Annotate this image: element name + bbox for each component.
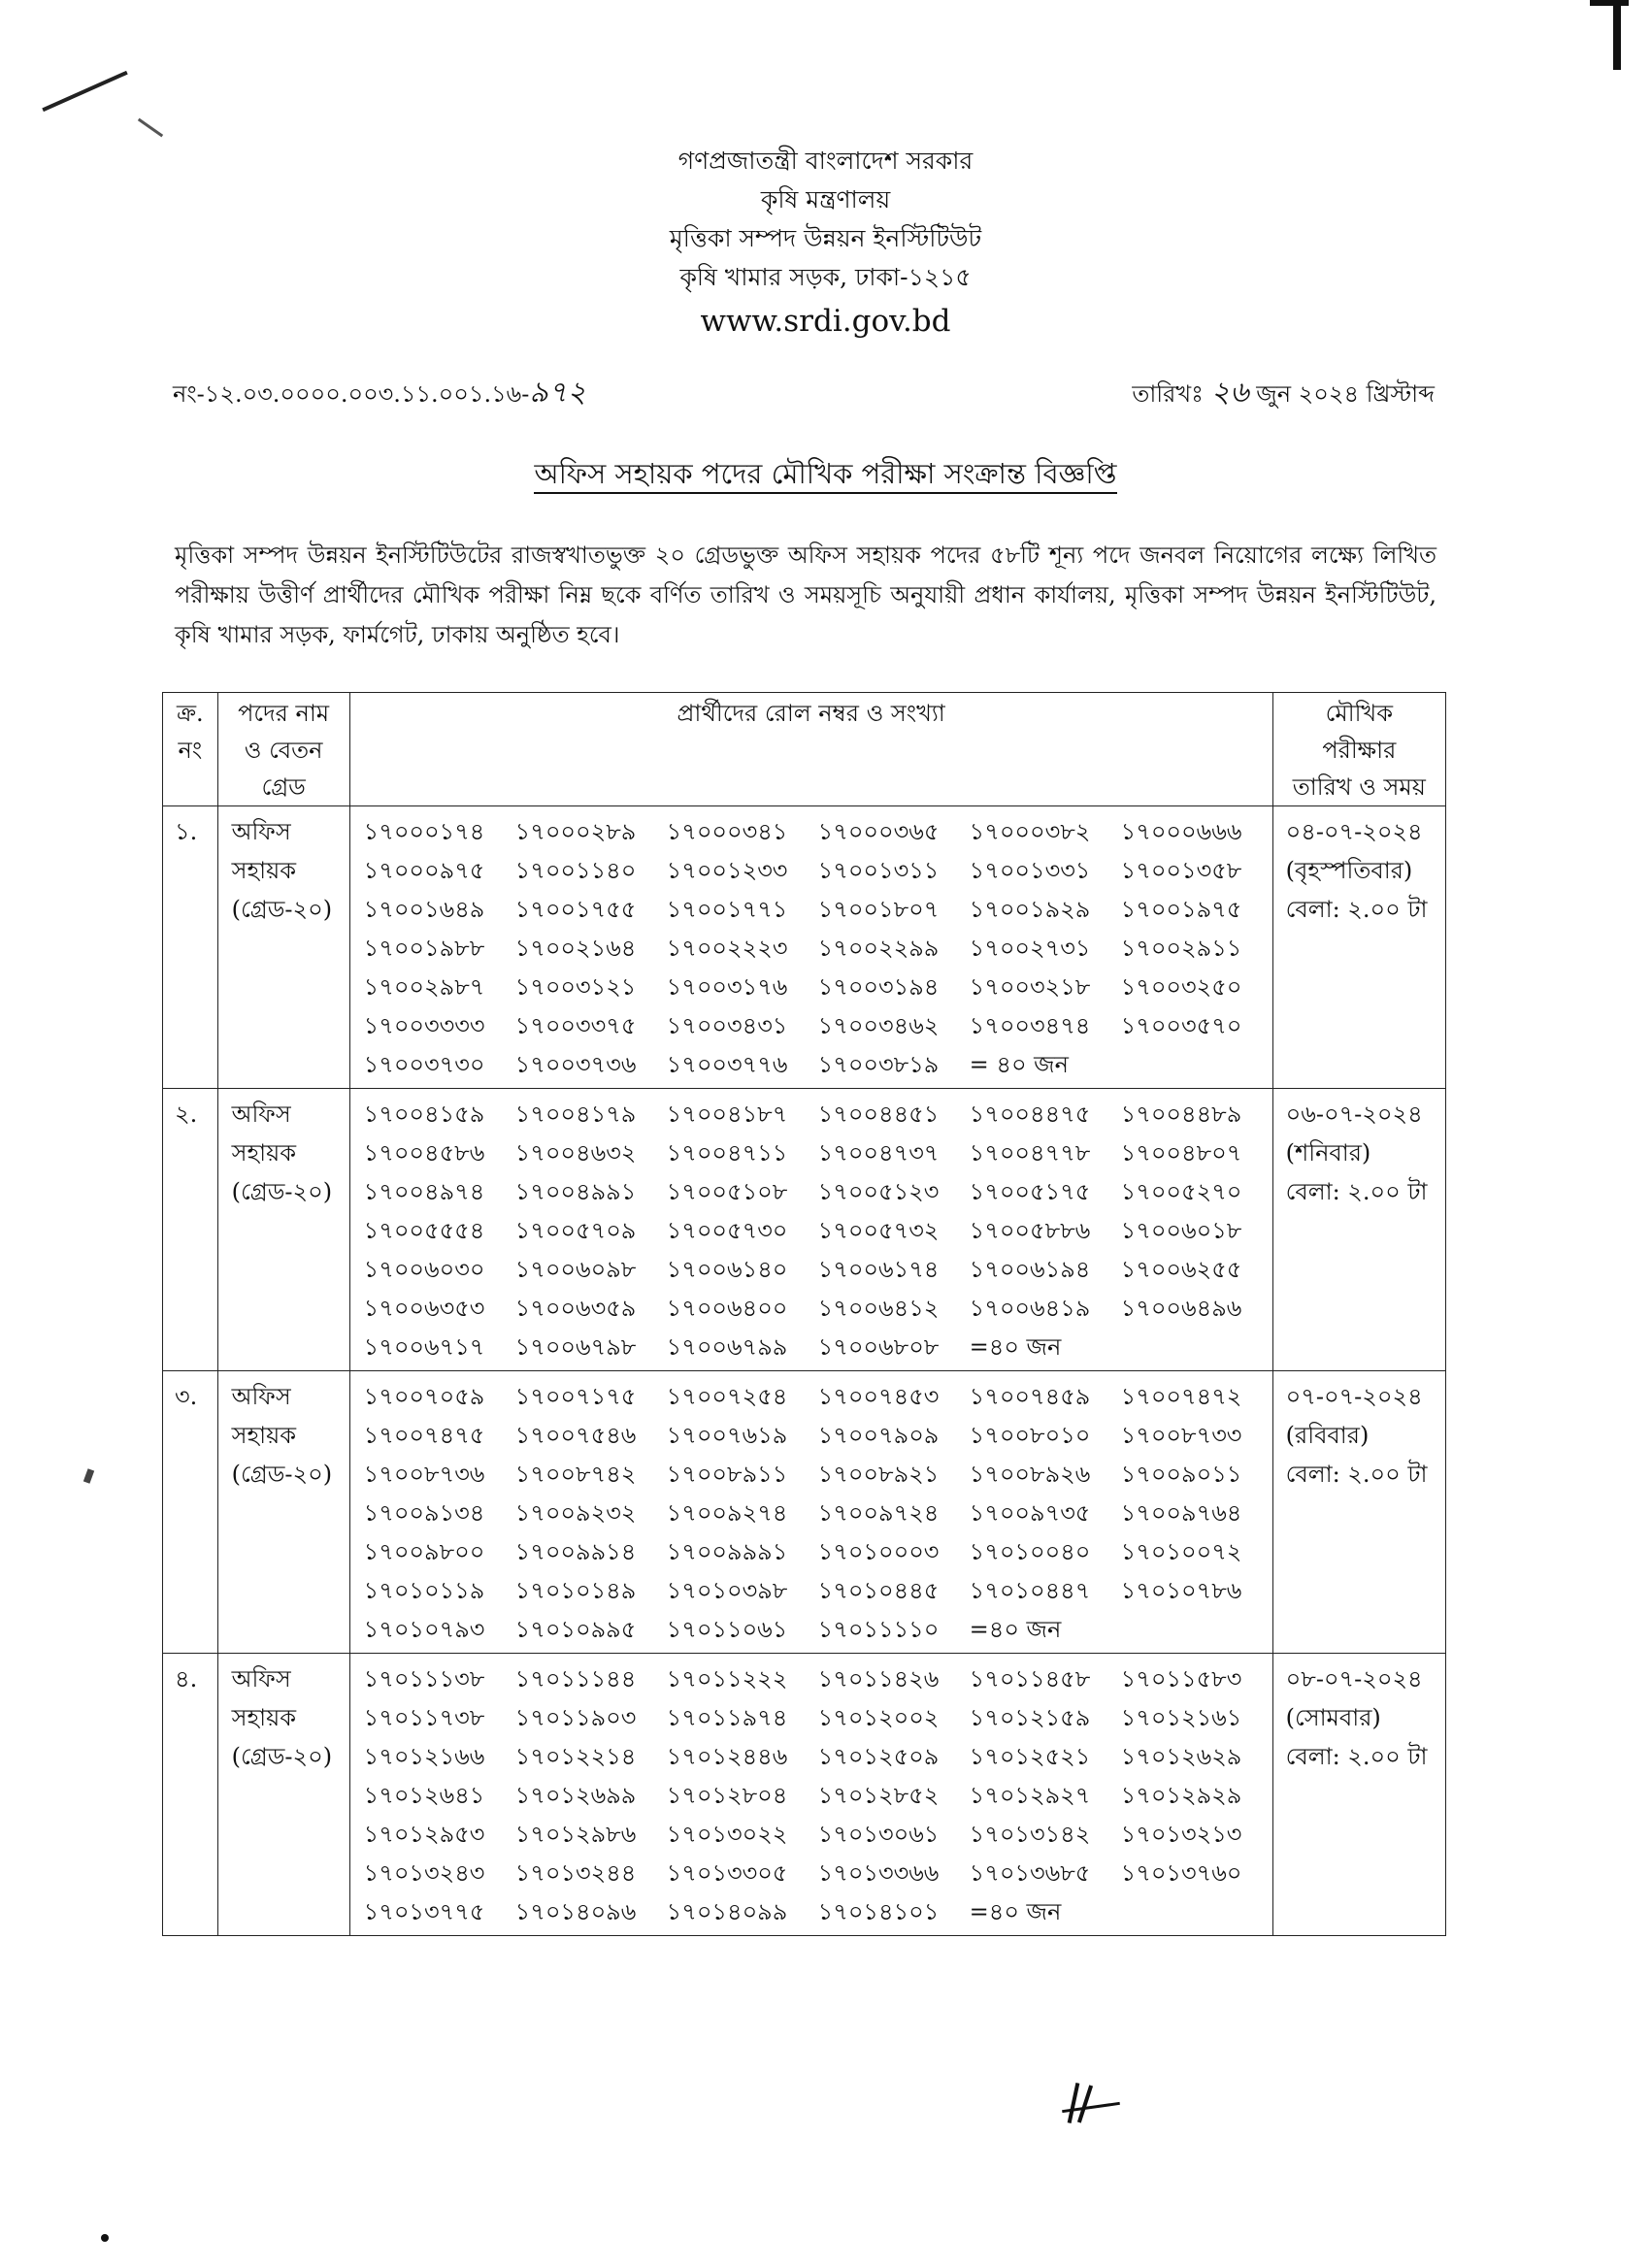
roll-number: ১৭০০২৯৮৭ [363,973,485,1001]
header-sched-l1: মৌখিক [1325,700,1393,727]
table-body [163,806,1446,1936]
cell-serial [163,806,218,1089]
roll-number: ১৭০০২১৬৪ [514,935,637,962]
roll-number: ১৭০০১৩৩১ [969,857,1091,884]
roll-number: ১৭০১৪০৯৬ [514,1898,637,1925]
roll-number: ১৭০০২২২৩ [666,935,788,962]
header-sched-l3: তারিখ ও সময় [1292,773,1426,801]
header-serial-l2: নং [178,737,203,764]
roll-number: ১৭০১১১৪৪ [514,1665,637,1693]
roll-number: ১৭০০৮৯২৬ [969,1461,1091,1488]
header-government: গণপ্রজাতন্ত্রী বাংলাদেশ সরকার [677,147,974,175]
roll-number: ১৭০১১১১০ [817,1616,940,1643]
roll-number: ১৭০১৩৭৬০ [1120,1859,1242,1887]
roll-number: ১৭০১১০৬১ [666,1616,788,1643]
date-handwritten-day: ২৬ [1210,376,1249,410]
cell-schedule [1272,1654,1445,1936]
roll-number: ১৭০০৪৯৯১ [514,1178,637,1205]
header-institute: মৃত্তিকা সম্পদ উন্নয়ন ইনস্টিটিউট [669,224,982,252]
roll-number: ১৭০১১৫৮৩ [1120,1665,1242,1693]
roll-number: ১৭০১২৪৪৬ [666,1743,788,1770]
roll-number: ১৭০১২১৬১ [1120,1704,1242,1731]
roll-number: ১৭০০৬৩৫৩ [363,1295,485,1322]
roll-number: ১৭০১২৬৪১ [363,1782,485,1809]
roll-number: ১৭০০৮০১০ [969,1422,1091,1449]
scan-mark [83,1468,94,1484]
cell-post [217,1654,349,1936]
roll-number: ১৭০০৮৯২১ [817,1461,940,1488]
cell-post [217,1371,349,1654]
memo-row [173,369,1435,408]
roll-number: ১৭০০২২৯৯ [817,935,940,962]
post-name-l2: সহায়ক [231,1704,297,1731]
roll-number: ১৭০০৪৭৭৮ [969,1139,1091,1167]
roll-number: ১৭০১২৮০৪ [666,1782,788,1809]
roll-number: ১৭০০১৮০৭ [817,896,940,923]
scan-mark [138,118,163,138]
intro-paragraph: মৃত্তিকা সম্পদ উন্নয়ন ইনস্টিটিউটের রাজস্বখাতভুক্ত ২০ গ্রেডভুক্ত অফিস সহায়ক পদের ৫৮টি শূন্য পদে জনবল নিয়োগের লক্ষ্যে লিখিত পরীক্ষায় উত্তীর্ণ প্রার্থীদের মৌখিক পরীক্ষা নিম্ন ছকে বর্ণিত তারিখ ও সময়সূচি অনুযায়ী প্রধান কার্যালয়, মৃত্তিকা সম্পদ উন্নয়ন ইনস্টিটিউট, কৃষি খামার সড়ক, ফার্মগেট, ঢাকায় অনুষ্ঠিত হবে। [175,542,1436,648]
roll-number: ১৭০০১৭৫৫ [514,896,637,923]
header-website: www.srdi.gov.bd [700,304,951,339]
roll-number: ১৭০০৪৮০৭ [1120,1139,1242,1167]
roll-number: ১৭০০৯৮০০ [363,1538,485,1565]
header-post-l2: ও বেতন [244,737,323,764]
roll-number: ১৭০০২৭৩১ [969,935,1091,962]
cell-rolls [349,1371,1272,1654]
header-serial [163,693,218,806]
roll-number: ১৭০০৭৪৭৫ [363,1422,485,1449]
roll-number: ১৭০১২৯২৭ [969,1782,1091,1809]
exam-day: (বৃহস্পতিবার) [1285,857,1413,884]
roll-number: ১৭০০৯৯৯১ [666,1538,788,1565]
cell-post [217,806,349,1089]
exam-time: বেলা: ২.০০ টা [1285,1743,1428,1770]
roll-number: = ৪০ জন [969,1051,1069,1078]
roll-number: ১৭০০৩৪৩১ [666,1012,788,1039]
roll-number: ১৭০১০১৪৯ [514,1577,637,1604]
roll-number: ১৭০০৬০৯৮ [514,1256,637,1283]
roll-number: ১৭০১২৫০৯ [817,1743,940,1770]
post-name-l2: সহায়ক [231,1139,297,1167]
post-grade: (গ্রেড-২০) [231,896,333,923]
roll-number: ১৭০১০৪৪৫ [817,1577,940,1604]
post-name-l1: অফিস [231,1665,291,1693]
roll-number: ১৭০০৪৯৭৪ [363,1178,485,1205]
roll-number: ১৭০০৬৮০৮ [817,1333,940,1361]
roll-number: ১৭০০৯২৩২ [514,1499,637,1527]
roll-number: ১৭০০৭২৫৪ [666,1383,788,1410]
roll-number: ১৭০১০৪৪৭ [969,1577,1091,1604]
memo-date [1132,369,1435,418]
roll-number: ১৭০১২৬৯৯ [514,1782,637,1809]
roll-number: ১৭০০৯৭২৪ [817,1499,940,1527]
roll-number: ১৭০১২১৫৯ [969,1704,1091,1731]
roll-list [350,1654,1272,1935]
roll-number: ১৭০০৬৪০০ [666,1295,788,1322]
roll-number: ১৭০০৩৫৭০ [1120,1012,1242,1039]
roll-number: ১৭০১৩৩০৫ [666,1859,788,1887]
roll-number: ১৭০১৩০৬১ [817,1821,940,1848]
table-row [163,1371,1446,1654]
roll-number: ১৭০০৫১২৩ [817,1178,940,1205]
roll-number: ১৭০০৫১৭৫ [969,1178,1091,1205]
roll-number: ১৭০১০০৪০ [969,1538,1091,1565]
roll-number: ১৭০০১৯৮৮ [363,935,485,962]
header-post-l1: পদের নাম [238,700,330,727]
header-schedule [1272,693,1445,806]
header-serial-l1: ক্র. [176,700,204,727]
post-grade: (গ্রেড-২০) [231,1461,333,1488]
roll-number: ১৭০০৭৪৫৩ [817,1383,940,1410]
roll-number: ১৭০০৫২৭০ [1120,1178,1242,1205]
memo-number [173,369,586,418]
roll-number: ১৭০১০৭৯৩ [363,1616,485,1643]
roll-number: ১৭০০৩৭৭৬ [666,1051,788,1078]
roll-number: ১৭০১৩০২২ [666,1821,788,1848]
roll-number: ১৭০১২০০২ [817,1704,940,1731]
roll-number: ১৭০০৪৪৫১ [817,1101,940,1128]
roll-number: ১৭০০৪১৭৯ [514,1101,637,1128]
roll-number: ১৭০১০৯৯৫ [514,1616,637,1643]
roll-number: ১৭০০৬৪১৯ [969,1295,1091,1322]
roll-number: ১৭০১৩৬৮৫ [969,1859,1091,1887]
roll-list [350,806,1272,1088]
cell-rolls [349,1654,1272,1936]
roll-number: ১৭০০৩৪৭৪ [969,1012,1091,1039]
post-name-l1: অফিস [231,1383,291,1410]
roll-number: ১৭০০৪৪৮৯ [1120,1101,1242,1128]
cell-serial [163,1089,218,1371]
roll-number: ১৭০১২৯২৯ [1120,1782,1242,1809]
roll-number: ১৭০০৬২৫৫ [1120,1256,1242,1283]
roll-number: ১৭০১২২১৪ [514,1743,637,1770]
roll-number: ১৭০১৩২৪৩ [363,1859,485,1887]
date-rest: জুন ২০২৪ খ্রিস্টাব্দ [1256,380,1435,408]
roll-number: ১৭০০৩৭৩৬ [514,1051,637,1078]
roll-number: ১৭০০৫৮৮৬ [969,1217,1091,1244]
roll-number: ১৭০১১৯০৩ [514,1704,637,1731]
table-row [163,806,1446,1089]
roll-number: ১৭০০৩১২১ [514,973,637,1001]
cell-schedule [1272,1089,1445,1371]
roll-number: ১৭০০৬৭৯৮ [514,1333,637,1361]
roll-number: ১৭০০৬৪৯৬ [1120,1295,1242,1322]
roll-number: ১৭০০৭১৭৫ [514,1383,637,1410]
roll-number: ১৭০১০৩৯৮ [666,1577,788,1604]
header-post [217,693,349,806]
roll-number: ১৭০০৬৩৫৯ [514,1295,637,1322]
exam-time: বেলা: ২.০০ টা [1285,896,1428,923]
roll-number: ১৭০১০১১৯ [363,1577,485,1604]
roll-number: =৪০ জন [969,1616,1062,1643]
roll-number: ১৭০০৯১৩৪ [363,1499,485,1527]
roll-number: ১৭০০৯৯১৪ [514,1538,637,1565]
roll-number: ১৭০০৯৭৬৪ [1120,1499,1242,1527]
roll-number: ১৭০০৩২১৮ [969,973,1091,1001]
roll-number: ১৭০০৬১৯৪ [969,1256,1091,1283]
roll-number: ১৭০০০১৭৪ [363,818,485,845]
post-name-l2: সহায়ক [231,1422,297,1449]
notice-subject [0,452,1651,500]
roll-number: ১৭০০৪৭৩৭ [817,1139,940,1167]
roll-number: ১৭০০৩৮১৯ [817,1051,940,1078]
roll-number: ১৭০০০৩৬৫ [817,818,940,845]
roll-number: ১৭০০৫৫৫৪ [363,1217,485,1244]
header-rolls [349,693,1272,806]
roll-number: ১৭০১৩৭৭৫ [363,1898,485,1925]
roll-number: ১৭০০৭৫৪৬ [514,1422,637,1449]
header-address: কৃষি খামার সড়ক, ঢাকা-১২১৫ [679,263,972,291]
roll-number: ১৭০০৩৩৩৩ [363,1012,485,1039]
table-row [163,1654,1446,1936]
roll-number: ১৭০০১৯৭৫ [1120,896,1242,923]
roll-number: ১৭০০৫৭৩২ [817,1217,940,1244]
roll-number: ১৭০০৬০৩০ [363,1256,485,1283]
roll-number: ১৭০১২৬২৯ [1120,1743,1242,1770]
cell-schedule [1272,806,1445,1089]
roll-number: ১৭০০০২৮৯ [514,818,637,845]
roll-number: ১৭০০১২৩৩ [666,857,788,884]
roll-number: ১৭০১০০০৩ [817,1538,940,1565]
roll-list [350,1089,1272,1370]
roll-number: ১৭০১১৭৩৮ [363,1704,485,1731]
roll-number: ১৭০১৪১০১ [817,1898,940,1925]
exam-date: ০৭-০৭-২০২৪ [1285,1383,1423,1410]
roll-number: ১৭০১০৭৮৬ [1120,1577,1242,1604]
exam-day: (শনিবার) [1285,1139,1371,1167]
roll-number: ১৭০১২৫২১ [969,1743,1091,1770]
roll-number: ১৭০০৩৪৬২ [817,1012,940,1039]
roll-number: ১৭০০০৩৪১ [666,818,788,845]
header-ministry: কৃষি মন্ত্রণালয় [760,185,891,214]
date-label: তারিখঃ [1132,380,1204,408]
exam-date: ০৪-০৭-২০২৪ [1285,818,1423,845]
serial-number: ৩. [175,1383,198,1410]
roll-number: ১৭০০৫৭৩০ [666,1217,788,1244]
roll-number: ১৭০০৫৭০৯ [514,1217,637,1244]
roll-number: ১৭০০১৬৪৯ [363,896,485,923]
cell-serial [163,1654,218,1936]
roll-number: ১৭০১১২২২ [666,1665,788,1693]
roll-number: ১৭০১১৪৫৮ [969,1665,1091,1693]
roll-number: ১৭০০৪৫৮৬ [363,1139,485,1167]
roll-number: ১৭০০০৩৮২ [969,818,1091,845]
post-name-l1: অফিস [231,1101,291,1128]
roll-number: ১৭০০১৩৫৮ [1120,857,1242,884]
header-rolls-text: প্রার্থীদের রোল নম্বর ও সংখ্যা [677,700,945,727]
serial-number: ১. [175,818,198,845]
roll-number: ১৭০০৩১৯৪ [817,973,940,1001]
roll-number: ১৭০০৬৭৯৯ [666,1333,788,1361]
serial-number: ২. [175,1101,198,1128]
header-sched-l2: পরীক্ষার [1322,737,1397,764]
roll-number: ১৭০১১১৩৮ [363,1665,485,1693]
roll-number: ১৭০০৪১৫৯ [363,1101,485,1128]
roll-number: ১৭০০৪৬৩২ [514,1139,637,1167]
roll-number: ১৭০০৭৯০৯ [817,1422,940,1449]
subject-text: অফিস সহায়ক পদের মৌখিক পরীক্ষা সংক্রান্ত বিজ্ঞপ্তি [534,457,1116,494]
roll-number: ১৭০০১৭৭১ [666,896,788,923]
roll-number: ১৭০০১৩১১ [817,857,940,884]
scan-edge-mark [1613,0,1621,70]
cell-rolls [349,806,1272,1089]
roll-number: ১৭০১২৮৫২ [817,1782,940,1809]
roll-number: ১৭০০৭৪৫৯ [969,1383,1091,1410]
roll-number: ১৭০০৪৭১১ [666,1139,788,1167]
roll-number: =৪০ জন [969,1333,1062,1361]
roll-number: ১৭০০৬৪১২ [817,1295,940,1322]
post-name-l2: সহায়ক [231,857,297,884]
roll-number: ১৭০১৩৩৬৬ [817,1859,940,1887]
table-row [163,1089,1446,1371]
roll-number: ১৭০০৭০৫৯ [363,1383,485,1410]
roll-number: ১৭০০৮৭৩৩ [1120,1422,1242,1449]
roll-number: ১৭০০৩৩৭৫ [514,1012,637,1039]
header-post-l3: গ্রেড [261,773,306,801]
roll-number: ১৭০০৯২৭৪ [666,1499,788,1527]
letterhead [0,142,1651,344]
roll-number: ১৭০০৯০১১ [1120,1461,1242,1488]
cell-rolls [349,1089,1272,1371]
roll-number: ১৭০০২৯১১ [1120,935,1242,962]
roll-number: ১৭০১৩১৪২ [969,1821,1091,1848]
cell-serial [163,1371,218,1654]
roll-number: ১৭০১২১৬৬ [363,1743,485,1770]
memo-number-printed: নং-১২.০৩.০০০০.০০৩.১১.০০১.১৬- [173,380,530,408]
roll-number: ১৭০০৮৭৩৬ [363,1461,485,1488]
memo-number-handwritten: ৯৭২ [529,376,586,410]
roll-number: ১৭০১৪০৯৯ [666,1898,788,1925]
exam-day: (রবিবার) [1285,1422,1370,1449]
exam-time: বেলা: ২.০০ টা [1285,1461,1428,1488]
table-header-row [163,693,1446,806]
roll-number: ১৭০০৭৪৭২ [1120,1383,1242,1410]
roll-number: ১৭০০৯৭৩৫ [969,1499,1091,1527]
post-name-l1: অফিস [231,818,291,845]
roll-number: ১৭০০৮৭৪২ [514,1461,637,1488]
scan-edge-mark [1590,0,1629,6]
roll-number: ১৭০১১৪২৬ [817,1665,940,1693]
roll-number: ১৭০০৭৬১৯ [666,1422,788,1449]
schedule-table [162,692,1446,1936]
signature [1062,2077,1130,2125]
roll-number: ১৭০১৩২৪৪ [514,1859,637,1887]
roll-number: ১৭০১৩২১৩ [1120,1821,1242,1848]
roll-number: ১৭০১১৯৭৪ [666,1704,788,1731]
roll-number: ১৭০০৩১৭৬ [666,973,788,1001]
exam-day: (সোমবার) [1285,1704,1381,1731]
roll-number: ১৭০০৬০১৮ [1120,1217,1242,1244]
roll-number: ১৭০০৪১৮৭ [666,1101,788,1128]
roll-number: ১৭০০১১৪০ [514,857,637,884]
roll-number: ১৭০১২৯৫৩ [363,1821,485,1848]
roll-number: ১৭০১২৯৮৬ [514,1821,637,1848]
roll-number: =৪০ জন [969,1898,1062,1925]
roll-list [350,1371,1272,1653]
exam-date: ০৬-০৭-২০২৪ [1285,1101,1423,1128]
roll-number: ১৭০০৬১৪০ [666,1256,788,1283]
roll-number: ১৭০০০৬৬৬ [1120,818,1242,845]
roll-number: ১৭০০৬৭১৭ [363,1333,485,1361]
exam-date: ০৮-০৭-২০২৪ [1285,1665,1423,1693]
roll-number: ১৭০০৫১০৮ [666,1178,788,1205]
roll-number: ১৭০০৩৭৩০ [363,1051,485,1078]
cell-post [217,1089,349,1371]
roll-number: ১৭০০৩২৫০ [1120,973,1242,1001]
roll-number: ১৭০০১৯২৯ [969,896,1091,923]
exam-time: বেলা: ২.০০ টা [1285,1178,1428,1205]
post-grade: (গ্রেড-২০) [231,1178,333,1205]
pen-stroke-mark [42,71,127,112]
scan-dot-mark [101,2234,109,2242]
roll-number: ১৭০০৪৪৭৫ [969,1101,1091,1128]
post-grade: (গ্রেড-২০) [231,1743,333,1770]
cell-schedule [1272,1371,1445,1654]
roll-number: ১৭০১০০৭২ [1120,1538,1242,1565]
roll-number: ১৭০০৬১৭৪ [817,1256,940,1283]
roll-number: ১৭০০৮৯১১ [666,1461,788,1488]
serial-number: ৪. [175,1665,198,1693]
roll-number: ১৭০০০৯৭৫ [363,857,485,884]
